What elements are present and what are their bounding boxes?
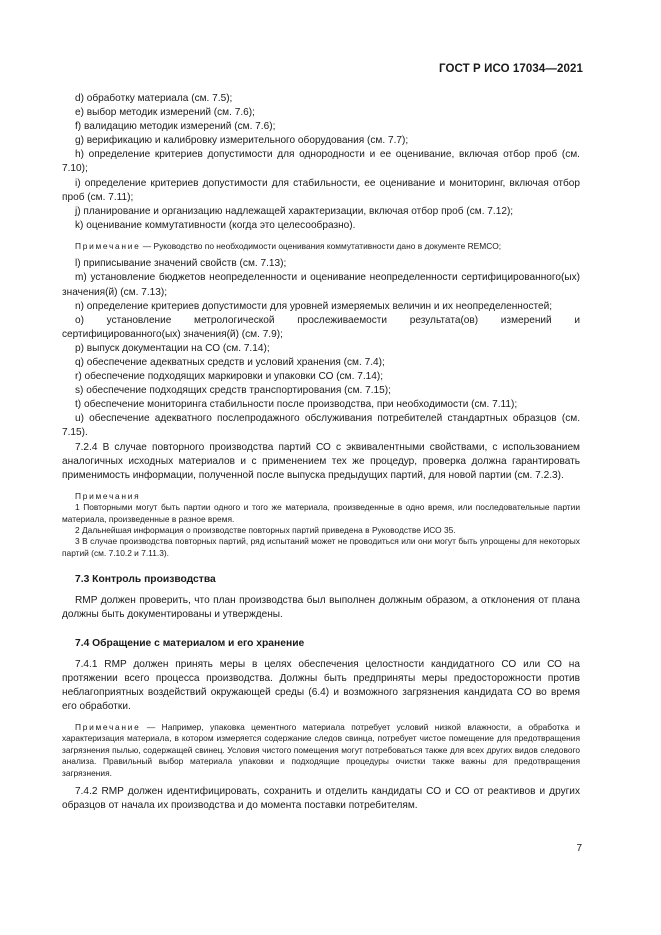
paragraph-7-4-1: 7.4.1 RMP должен принять меры в целях обеспечения целостности кандидатного СО или СО на протяжении всего процесса производства. Должны быть предприняты меры предосторожности против неблагоприятных воздействий окружающей среды (6.4) и возможного загрязнения кандидата СО во время его обработки.: [62, 658, 580, 712]
list-item: l) приписывание значений свойств (см. 7.13);: [75, 258, 287, 270]
document-header: ГОСТ Р ИСО 17034—2021: [438, 63, 583, 75]
list-item: g) верификацию и калибровку измерительного оборудования (см. 7.7);: [75, 135, 409, 147]
note-item: 2 Дальнейшая информация о производстве повторных партий приведена в Руководстве ИСО 35.: [75, 525, 456, 536]
note-label: Примечание: [75, 240, 141, 251]
list-item: i) определение критериев допустимости для стабильности, ее оценивание и мониторинг, включая отбор проб (см. 7.11);: [62, 177, 580, 203]
note-item: 3 В случае производства повторных партий, ряд испытаний может не проводиться или они могут быть упрощены для некоторых партий (см. 7.10.2 и 7.11.3).: [62, 536, 580, 558]
section-heading-7-3: 7.3 Контроль производства: [75, 574, 216, 586]
list-item: f) валидацию методик измерений (см. 7.6);: [75, 121, 276, 133]
note-item: 1 Повторными могут быть партии одного и того же материала, произведенные в одно время, или последовательные партии материала, произведенные в разное время.: [62, 502, 580, 524]
note-7-4: [62, 722, 580, 779]
paragraph-7-4-2: 7.4.2 RMP должен идентифицировать, сохранить и отделить кандидаты СО и СО от реактивов и других образцов от начала их производства и до момента поставки потребителям.: [62, 786, 580, 812]
note-remco: [62, 241, 580, 252]
list-item: o) установление метрологической прослеживаемости результата(ов) измерений и сертифицированного(ых) значения(й) (см. 7.9);: [62, 314, 580, 340]
note-text: — Руководство по необходимости оценивания коммутативности дано в документе REMCO;: [140, 240, 502, 251]
page-content: [62, 92, 580, 813]
list-item: s) обеспечение подходящих средств транспортирования (см. 7.15);: [75, 385, 391, 397]
page-number: 7: [576, 843, 582, 854]
list-item: d) обработку материала (см. 7.5);: [75, 93, 233, 104]
section-heading-7-4: 7.4 Обращение с материалом и его хранение: [75, 637, 305, 649]
list-item: q) обеспечение адекватных средств и условий хранения (см. 7.4);: [75, 357, 385, 368]
paragraph-7-2-4: 7.2.4 В случае повторного производства партий СО с эквивалентными свойствами, с использованием аналогичных исходных материалов и с применением тех же процедур, проверка должна гарантировать применимость информации, полученной после выпуска предыдущих партий, для новой партии (см. 7.2.3).: [62, 441, 580, 481]
paragraph-7-3: RMP должен проверить, что план производства был выполнен должным образом, а отклонения от плана должны быть документированы и утверждены.: [62, 595, 580, 621]
list-item: h) определение критериев допустимости для однородности и ее оценивание, включая отбор проб (см. 7.10);: [62, 149, 580, 175]
list-item: p) выпуск документации на СО (см. 7.14);: [75, 342, 270, 354]
notes-title: Примечания: [75, 490, 141, 501]
list-item: t) обеспечение мониторинга стабильности после производства, при необходимости (см. 7.11);: [75, 399, 518, 411]
list-item: m) установление бюджетов неопределенности и оценивание неопределенности сертифицированного(ых) значения(й) (см. 7.13);: [62, 272, 580, 298]
list-item: u) обеспечение адекватного послепродажного обслуживания потребителей стандартных образцов (см. 7.15).: [62, 413, 580, 439]
note-text: — Например, упаковка цементного материала потребует условий низкой влажности, а обработка и характеризация материала, в котором измеряется содержание следов свинца, потребует чистое помещение для предотвращения загрязнения пылью, содержащей свинец. Условия чистого помещения могут потребоваться также для всех других видов следового анализа. Правильный выбор материала упаковки и подходящие процедуры очистки также важны для предотвращения загрязнения.: [62, 722, 580, 778]
list-item: r) обеспечение подходящих маркировки и упаковки СО (см. 7.14);: [75, 371, 384, 383]
list-item: k) оценивание коммутативности (когда это целесообразно).: [75, 219, 356, 231]
list-item: j) планирование и организацию надлежащей характеризации, включая отбор проб (см. 7.12);: [75, 205, 514, 217]
note-label: Примечание: [75, 722, 141, 733]
list-item: n) определение критериев допустимости для уровней измеряемых величин и их неопределенностей;: [75, 300, 553, 312]
list-item: e) выбор методик измерений (см. 7.6);: [75, 107, 255, 119]
